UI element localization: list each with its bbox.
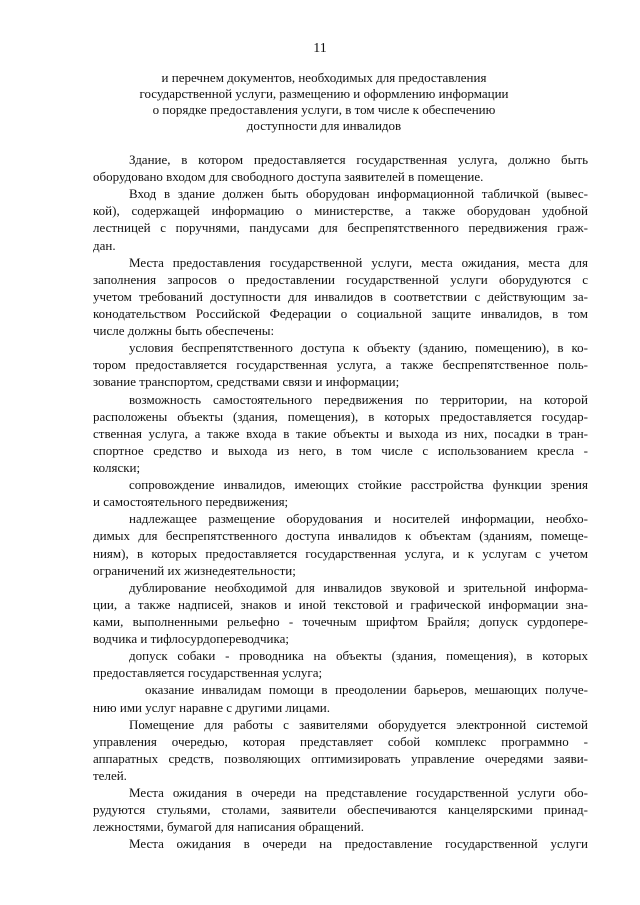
- text-line: тором предоставляется государственная услуга, а также беспрепятственное поль-: [93, 357, 588, 373]
- text-line: расположены объекты (здания, помещения), в которых предоставляется государ-: [93, 408, 588, 424]
- heading-line: о порядке предоставления услуги, в том числе к обеспечению: [152, 102, 496, 117]
- paragraph: [93, 185, 588, 253]
- paragraph: [93, 510, 588, 578]
- paragraph: [93, 784, 588, 835]
- text-line: зование транспортом, средствами связи и информации;: [93, 374, 400, 390]
- text-line: надлежащее размещение оборудования и носителей информации, необхо-: [129, 511, 588, 527]
- text-line: Места ожидания в очереди на предоставление государственной услуги: [129, 836, 588, 852]
- heading-line: доступности для инвалидов: [246, 118, 402, 133]
- paragraph: [93, 716, 588, 784]
- text-line: ограничений их жизнедеятельности;: [93, 562, 296, 578]
- text-line: ственная услуга, а также входа в такие объекты и выхода из них, посадки в тран-: [93, 425, 588, 441]
- text-line: Здание, в котором предоставляется государственная услуга, должно быть: [129, 152, 588, 167]
- paragraph: [93, 391, 588, 477]
- paragraph: [93, 151, 588, 185]
- text-line: заполнения запросов о предоставлении государственной услуги оборудуются с: [93, 271, 588, 287]
- text-line: предоставляется государственная услуга;: [93, 665, 323, 681]
- paragraph: [93, 681, 588, 715]
- text-line: числе должны быть обеспечены:: [93, 323, 275, 339]
- text-line: водчика и тифлосурдопереводчика;: [93, 631, 290, 647]
- text-line: управления очередью, которая представляет собой комплекс программно -: [93, 733, 588, 749]
- text-line: ции, а также надписей, знаков и иной текстовой и графической информации зна-: [93, 596, 588, 612]
- text-line: дан.: [93, 237, 116, 253]
- paragraph: [93, 579, 588, 647]
- paragraph: [93, 254, 588, 340]
- paragraph: [93, 647, 588, 681]
- section-heading: [96, 70, 552, 134]
- text-line: лестницей с поручнями, пандусами для беспрепятственного передвижения граж-: [93, 220, 588, 236]
- text-line: ками, выполненными рельефно - точечным шрифтом Брайля; допуск сурдопере-: [93, 613, 588, 629]
- page-number: 11: [313, 41, 327, 56]
- text-line: возможность самостоятельного передвижения по территории, на которой: [129, 391, 588, 407]
- paragraph: [93, 835, 588, 852]
- text-line: Места ожидания в очереди на представление государственной услуги обо-: [129, 785, 588, 801]
- text-line: дублирование необходимой для инвалидов звуковой и зрительной информа-: [129, 579, 588, 595]
- text-line: рудуются стульями, столами, заявители обеспечиваются канцелярскими принад-: [93, 802, 588, 818]
- text-line: конодательством Российской Федерации о социальной защите инвалидов, в том: [93, 305, 588, 321]
- heading-line: государственной услуги, размещению и оформлению информации: [139, 86, 509, 101]
- text-line: оказание инвалидам помощи в преодолении барьеров, мешающих получе-: [145, 682, 588, 698]
- text-line: аппаратных средств, позволяющих оптимизировать управление очередями заяви-: [93, 750, 588, 766]
- text-line: Помещение для работы с заявителями оборудуется электронной системой: [129, 716, 588, 732]
- text-line: условия беспрепятственного доступа к объекту (зданию, помещению), в ко-: [129, 340, 588, 356]
- text-line: лежностями, бумагой для написания обращений.: [93, 819, 364, 835]
- text-line: спортное средство и выхода из него, в том числе с использованием кресла -: [93, 442, 588, 458]
- text-line: Вход в здание должен быть оборудован информационной табличкой (вывес-: [129, 186, 588, 202]
- text-line: допуск собаки - проводника на объекты (здания, помещения), в которых: [129, 648, 588, 664]
- text-line: сопровождение инвалидов, имеющих стойкие расстройства функции зрения: [129, 477, 588, 493]
- paragraph: [93, 339, 588, 390]
- text-line: нию ими услуг наравне с другими лицами.: [93, 699, 331, 715]
- text-line: ниям), в которых предоставляется государственная услуга, и к услугам с учетом: [93, 545, 588, 561]
- document-body: [93, 151, 588, 852]
- text-line: учетом требований доступности для инвалидов в соответствии с действующим за-: [93, 288, 588, 304]
- text-line: кой), содержащей информацию о министерстве, а также оборудован удобной: [93, 203, 588, 219]
- text-line: телей.: [93, 767, 127, 783]
- text-line: димых для беспрепятственного доступа инвалидов к объектам (зданиям, помеще-: [93, 528, 588, 544]
- text-line: и самостоятельного передвижения;: [93, 494, 289, 510]
- heading-line: и перечнем документов, необходимых для предоставления: [161, 70, 487, 85]
- text-line: Места предоставления государственной услуги, места ожидания, места для: [129, 254, 588, 270]
- paragraph: [93, 476, 588, 510]
- text-line: коляски;: [93, 459, 141, 475]
- text-line: оборудовано входом для свободного доступа заявителей в помещение.: [93, 169, 484, 185]
